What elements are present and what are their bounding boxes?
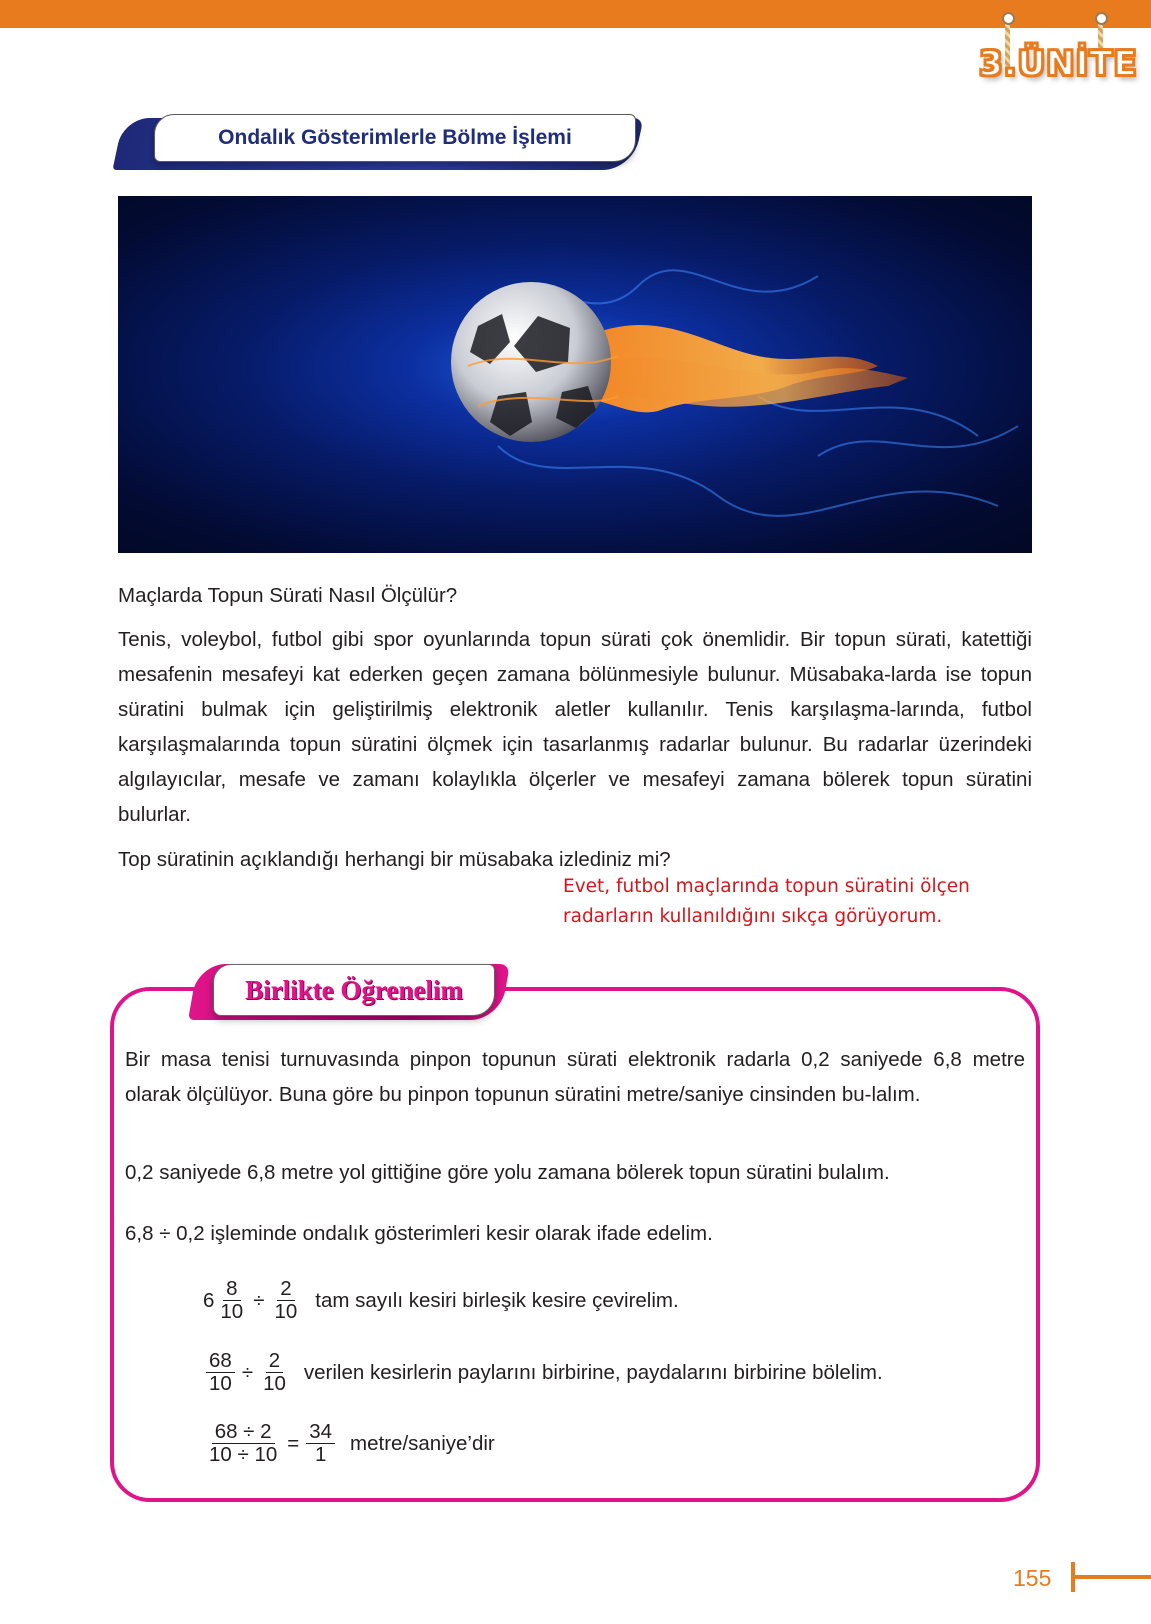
fraction xyxy=(206,1350,235,1395)
ring-icon xyxy=(1095,12,1108,25)
page-marker-line xyxy=(1071,1575,1151,1579)
whole-number: 6 xyxy=(203,1288,215,1312)
equation-2-text: verilen kesirlerin paylarını birbirine, paydalarını birbirine bölelim. xyxy=(303,1360,883,1384)
student-answer xyxy=(563,872,970,932)
divide-icon: ÷ xyxy=(253,1288,265,1312)
numerator: 34 xyxy=(306,1421,335,1444)
learn-together-ribbon xyxy=(193,954,511,1028)
equation-1 xyxy=(203,1278,679,1323)
intro-prompt: Top süratinin açıklandığı herhangi bir müsabaka izlediniz mi? xyxy=(118,848,671,871)
intro-paragraph: Tenis, voleybol, futbol gibi spor oyunlarında topun sürati çok önemlidir. Bir topun sürati, katettiği mesafenin mesafeyi kat ederken geçen zamana bölünmesiyle bulunur. Müsabaka-larda ise topun süratini bulmak için geliştirilmiş elektronik aletler kullanılır. Tenis karşılaşma-larında, futbol karşılaşmalarında topun süratini ölçmek için tasarlanmış radarlar bulunur. Bu radarlar üzerindeki algılayıcılar, mesafe ve zamanı kolaylıkla ölçerler ve mesafeyi zamana bölerek topun süratini bulurlar. xyxy=(118,628,1032,826)
numerator: 2 xyxy=(277,1278,294,1301)
page-number: 155 xyxy=(1013,1565,1052,1591)
equation-2 xyxy=(203,1350,883,1395)
denominator: 10 xyxy=(263,1372,286,1395)
denominator: 10 xyxy=(274,1300,298,1323)
denominator: 10 xyxy=(209,1372,232,1395)
unit-label: 3.ÜNİTE xyxy=(979,44,1138,84)
ribbon-front xyxy=(213,964,495,1016)
learn-together-title: Birlikte Öğrenelim xyxy=(245,974,463,1005)
equation-1-text: tam sayılı kesiri birleşik kesire çevirelim. xyxy=(315,1288,679,1312)
fraction xyxy=(217,1278,246,1323)
ring-icon xyxy=(1002,12,1015,25)
answer-line-1: Evet, futbol maçlarında topun süratini ölçen xyxy=(563,876,970,897)
divide-icon: ÷ xyxy=(241,1360,254,1384)
section-title: Ondalık Gösterimlerle Bölme İşlemi xyxy=(218,126,572,149)
intro-question: Maçlarda Topun Sürati Nasıl Ölçülür? xyxy=(118,584,458,607)
problem-text: Bir masa tenisi turnuvasında pinpon topunun sürati elektronik radarla 0,2 saniyede 6,8 metre olarak ölçülüyor. Buna göre bu pinpon topunun süratini metre/saniye cinsinden bu-lalım. xyxy=(125,1048,1025,1106)
unit-badge xyxy=(975,14,1138,94)
denominator: 10 xyxy=(220,1300,244,1323)
section-title-ribbon xyxy=(118,106,643,176)
answer-line-2: radarların kullanıldığını sıkça görüyorum. xyxy=(563,906,943,927)
numerator: 68 ÷ 2 xyxy=(212,1421,275,1444)
numerator: 8 xyxy=(223,1278,240,1301)
hero-image-flaming-ball xyxy=(118,196,1032,553)
denominator: 1 xyxy=(314,1443,327,1466)
equation-3 xyxy=(203,1421,495,1466)
fraction xyxy=(260,1350,289,1395)
step-1-text: 0,2 saniyede 6,8 metre yol gittiğine göre yolu zamana bölerek topun süratini bulalım. xyxy=(125,1161,890,1184)
equals-icon: = xyxy=(287,1431,300,1455)
fraction xyxy=(271,1278,300,1323)
fraction xyxy=(306,1421,335,1466)
equation-3-text: metre/saniye’dir xyxy=(350,1431,495,1455)
step-2-text: 6,8 ÷ 0,2 işleminde ondalık gösterimleri kesir olarak ifade edelim. xyxy=(125,1222,713,1245)
soccer-ball-fire-icon xyxy=(118,196,1032,553)
denominator: 10 ÷ 10 xyxy=(209,1443,278,1466)
ribbon-front xyxy=(154,114,636,162)
numerator: 2 xyxy=(266,1350,283,1373)
fraction xyxy=(206,1421,280,1466)
numerator: 68 xyxy=(206,1350,235,1373)
